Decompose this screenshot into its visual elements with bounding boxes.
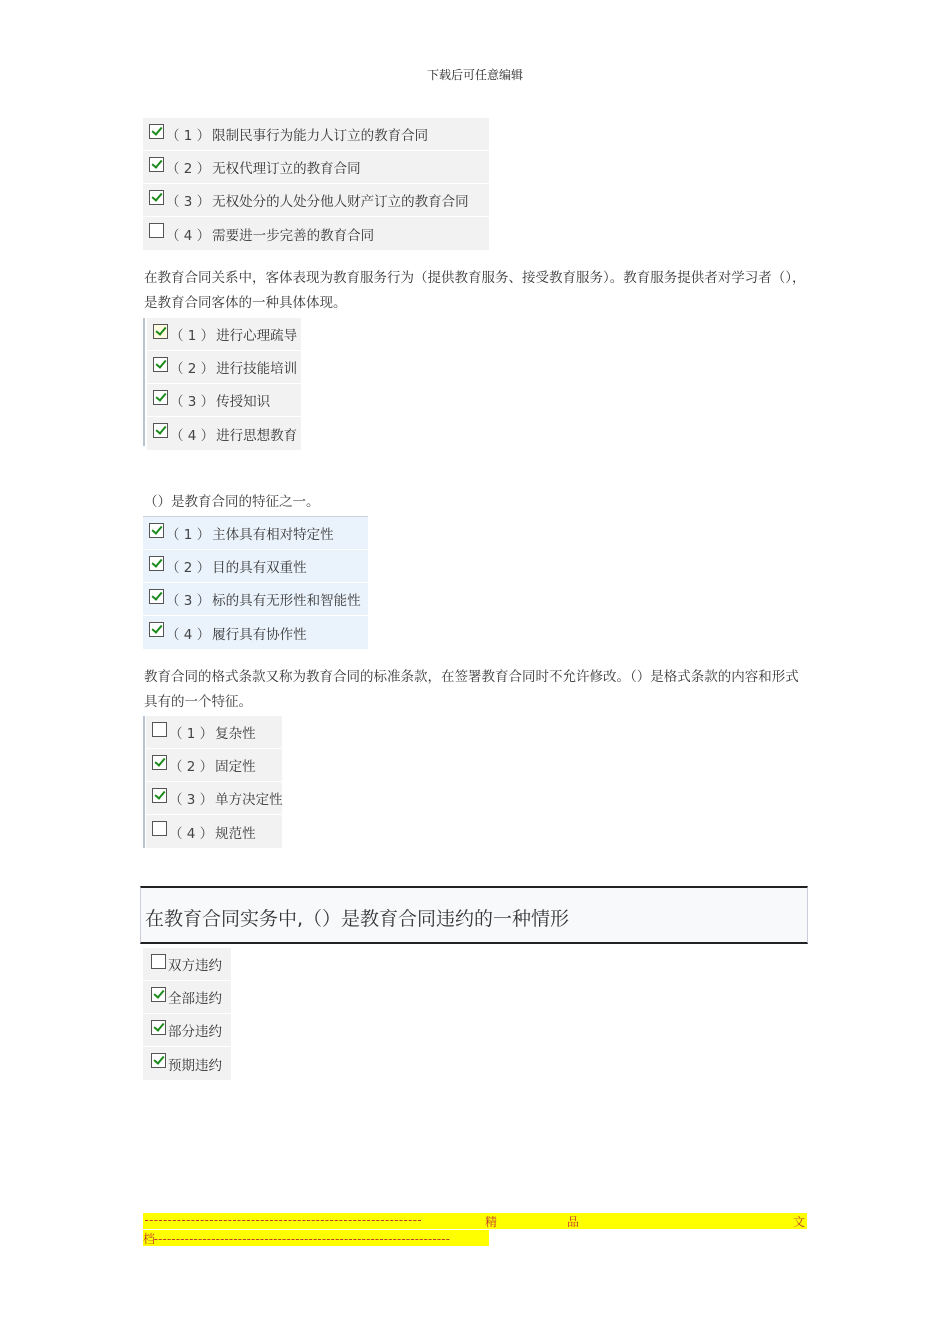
checkbox-checked-icon[interactable]	[149, 124, 164, 139]
q4-option-1[interactable]: （ 1 ） 复杂性	[146, 716, 282, 749]
q4-options	[146, 716, 282, 848]
footer-word-1: 精	[485, 1215, 498, 1229]
q4-option-4[interactable]: （ 4 ） 规范性	[146, 815, 282, 848]
q5-option-1[interactable]: 双方违约	[143, 948, 231, 981]
q4-option-2[interactable]: （ 2 ） 固定性	[146, 749, 282, 782]
q5-question-text: 在教育合同实务中,（）是教育合同违约的一种情形	[145, 908, 570, 930]
q1-option-3[interactable]: （ 3 ） 无权处分的人处分他人财产订立的教育合同	[143, 184, 489, 217]
footer-line-2: 档-------------------------------------------------------------------	[143, 1230, 807, 1246]
checkbox-unchecked-icon[interactable]	[152, 722, 167, 737]
q3-option-2[interactable]: （ 2 ） 目的具有双重性	[143, 550, 368, 583]
checkbox-checked-icon[interactable]	[149, 589, 164, 604]
footer-dashes: ------------------------------------------------------------	[143, 1213, 421, 1227]
q2-option-2[interactable]: （ 2 ） 进行技能培训	[147, 351, 301, 384]
q2-option-1[interactable]: （ 1 ） 进行心理疏导	[147, 318, 301, 351]
q2-option-3[interactable]: （ 3 ） 传授知识	[147, 384, 301, 417]
q2-left-bar	[143, 318, 145, 446]
q5-option-4[interactable]: 预期违约	[143, 1047, 231, 1080]
checkbox-checked-icon[interactable]	[153, 357, 168, 372]
footer-line-1	[143, 1213, 807, 1229]
q3-option-1[interactable]: （ 1 ） 主体具有相对特定性	[143, 517, 368, 550]
checkbox-unchecked-icon[interactable]	[151, 954, 166, 969]
footer-word-3: 文	[793, 1215, 806, 1229]
q2-question-text: 在教育合同关系中，客体表现为教育服务行为（提供教育服务、接受教育服务）。教育服务提供者对学习者（），是教育合同客体的一种具体体现。	[144, 270, 806, 311]
q1-options	[143, 118, 489, 250]
checkbox-checked-icon[interactable]	[153, 390, 168, 405]
q3-options	[143, 516, 368, 649]
checkbox-checked-icon[interactable]	[152, 755, 167, 770]
checkbox-checked-icon[interactable]	[149, 157, 164, 172]
checkbox-checked-icon[interactable]	[153, 324, 168, 339]
checkbox-checked-icon[interactable]	[149, 556, 164, 571]
q4-left-bar	[143, 716, 145, 848]
q1-option-4[interactable]: （ 4 ） 需要进一步完善的教育合同	[143, 217, 489, 250]
q5-option-2[interactable]: 全部违约	[143, 981, 231, 1014]
q1-option-2[interactable]: （ 2 ） 无权代理订立的教育合同	[143, 151, 489, 184]
q3-option-4[interactable]: （ 4 ） 履行具有协作性	[143, 616, 368, 649]
checkbox-checked-icon[interactable]	[151, 1020, 166, 1035]
checkbox-unchecked-icon[interactable]	[152, 821, 167, 836]
footer-word-2: 品	[567, 1215, 580, 1229]
q4-option-3[interactable]: （ 3 ） 单方决定性	[146, 782, 282, 815]
checkbox-checked-icon[interactable]	[152, 788, 167, 803]
q1-option-1[interactable]: （ 1 ） 限制民事行为能力人订立的教育合同	[143, 118, 489, 151]
q3-question-text: （）是教育合同的特征之一。	[144, 494, 320, 510]
q5-options	[143, 948, 231, 1080]
q3-option-3[interactable]: （ 3 ） 标的具有无形性和智能性	[143, 583, 368, 616]
checkbox-unchecked-icon[interactable]	[149, 223, 164, 238]
q2-option-4[interactable]: （ 4 ） 进行思想教育	[147, 417, 301, 450]
checkbox-checked-icon[interactable]	[149, 523, 164, 538]
checkbox-checked-icon[interactable]	[153, 423, 168, 438]
q2-options	[147, 318, 301, 450]
checkbox-checked-icon[interactable]	[149, 622, 164, 637]
q5-option-3[interactable]: 部分违约	[143, 1014, 231, 1047]
q5-question-box	[140, 886, 808, 944]
q4-question-text: 教育合同的格式条款又称为教育合同的标准条款，在签署教育合同时不允许修改。（）是格式条款的内容和形式具有的一个特征。	[144, 669, 799, 710]
page-header: 下载后可任意编辑	[426, 68, 523, 82]
checkbox-checked-icon[interactable]	[151, 987, 166, 1002]
checkbox-checked-icon[interactable]	[149, 190, 164, 205]
checkbox-checked-icon[interactable]	[151, 1053, 166, 1068]
